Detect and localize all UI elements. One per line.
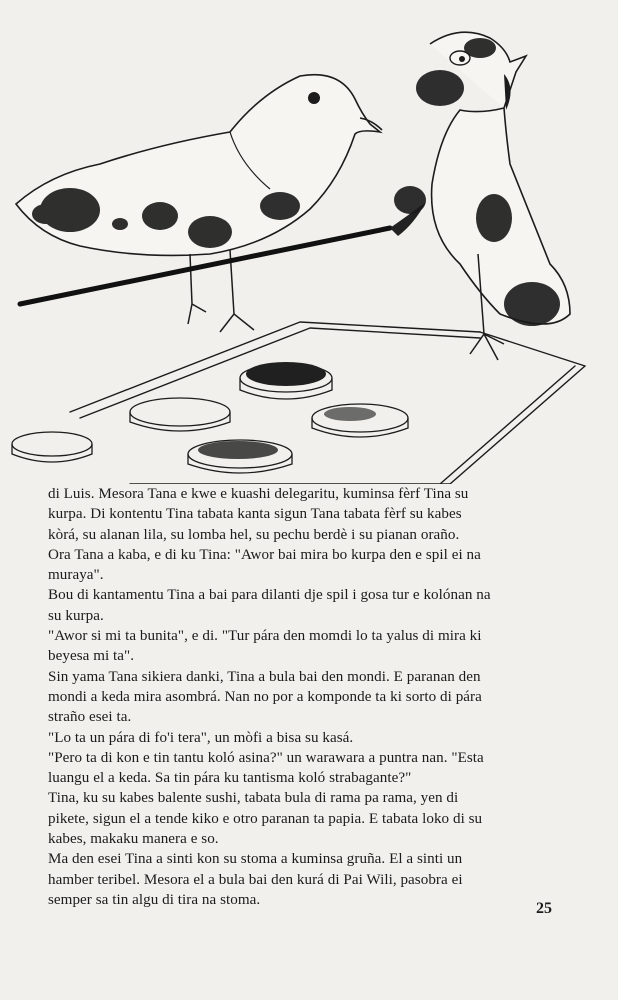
page-number: 25 [536, 900, 552, 917]
text-line: kòrá, su alanan lila, su lomba hel, su pechu berdè i su pianan oraño. [48, 526, 460, 543]
text-line: kabes, makaku manera e so. [48, 831, 219, 848]
paint-pot [240, 362, 332, 399]
paint-pot [130, 398, 230, 431]
text-line: mondi a keda mira asombrá. Nan no por a komponde ta ki sorto di pára [48, 688, 482, 705]
text-line: "Awor si mi ta bunita", e di. "Tur pára den momdi lo ta yalus di mira ki [48, 628, 482, 645]
text-line: kurpa. Di kontentu Tina tabata kanta sigun Tana tabata fèrf su kabes [48, 506, 462, 523]
paint-pot [312, 404, 408, 437]
birds-painting-illustration [10, 14, 610, 484]
text-line: Bou di kantamentu Tina a bai para dilanti dje spil i gosa tur e kolónan na [48, 587, 491, 604]
text-line: Ma den esei Tina a sinti kon su stoma a kuminsa gruña. El a sinti un [48, 851, 463, 868]
story-text [48, 484, 560, 910]
singing-bird [394, 32, 570, 360]
text-line: luangu el a keda. Sa tin pára ku tantisma koló strabagante?" [48, 770, 412, 787]
text-line: "Pero ta di kon e tin tantu koló asina?" un warawara a puntra nan. "Esta [48, 749, 484, 766]
text-line: beyesa mi ta". [48, 648, 135, 665]
text-line: pikete, sigun el a tende kiko e otro paranan ta papia. E tabata loko di su [48, 810, 483, 827]
text-line: di Luis. Mesora Tana e kwe e kuashi delegaritu, kuminsa fèrf Tina su [48, 486, 469, 502]
paint-pot [188, 440, 292, 473]
text-line: su kurpa. [48, 607, 104, 624]
singing-bird-eye [459, 56, 465, 62]
text-line: Tina, ku su kabes balente sushi, tabata bula di rama pa rama, yen di [48, 790, 459, 807]
text-line: Ora Tana a kaba, e di ku Tina: "Awor bai mira bo kurpa den e spil ei na [48, 546, 481, 563]
text-line: straño esei ta. [48, 709, 132, 726]
text-line: semper sa tin algu di tira na stoma. [48, 891, 261, 908]
dove-eye [308, 92, 320, 104]
text-line: "Lo ta un pára di fo'i tera", un mòfi a bisa su kasá. [48, 729, 354, 746]
text-line: muraya". [48, 567, 104, 584]
text-line: hamber teribel. Mesora el a bula bai den kurá di Pai Wili, pasobra ei [48, 871, 463, 888]
paint-pot [12, 432, 92, 462]
text-line: Sin yama Tana sikiera danki, Tina a bula bai den mondi. E paranan den [48, 668, 481, 685]
